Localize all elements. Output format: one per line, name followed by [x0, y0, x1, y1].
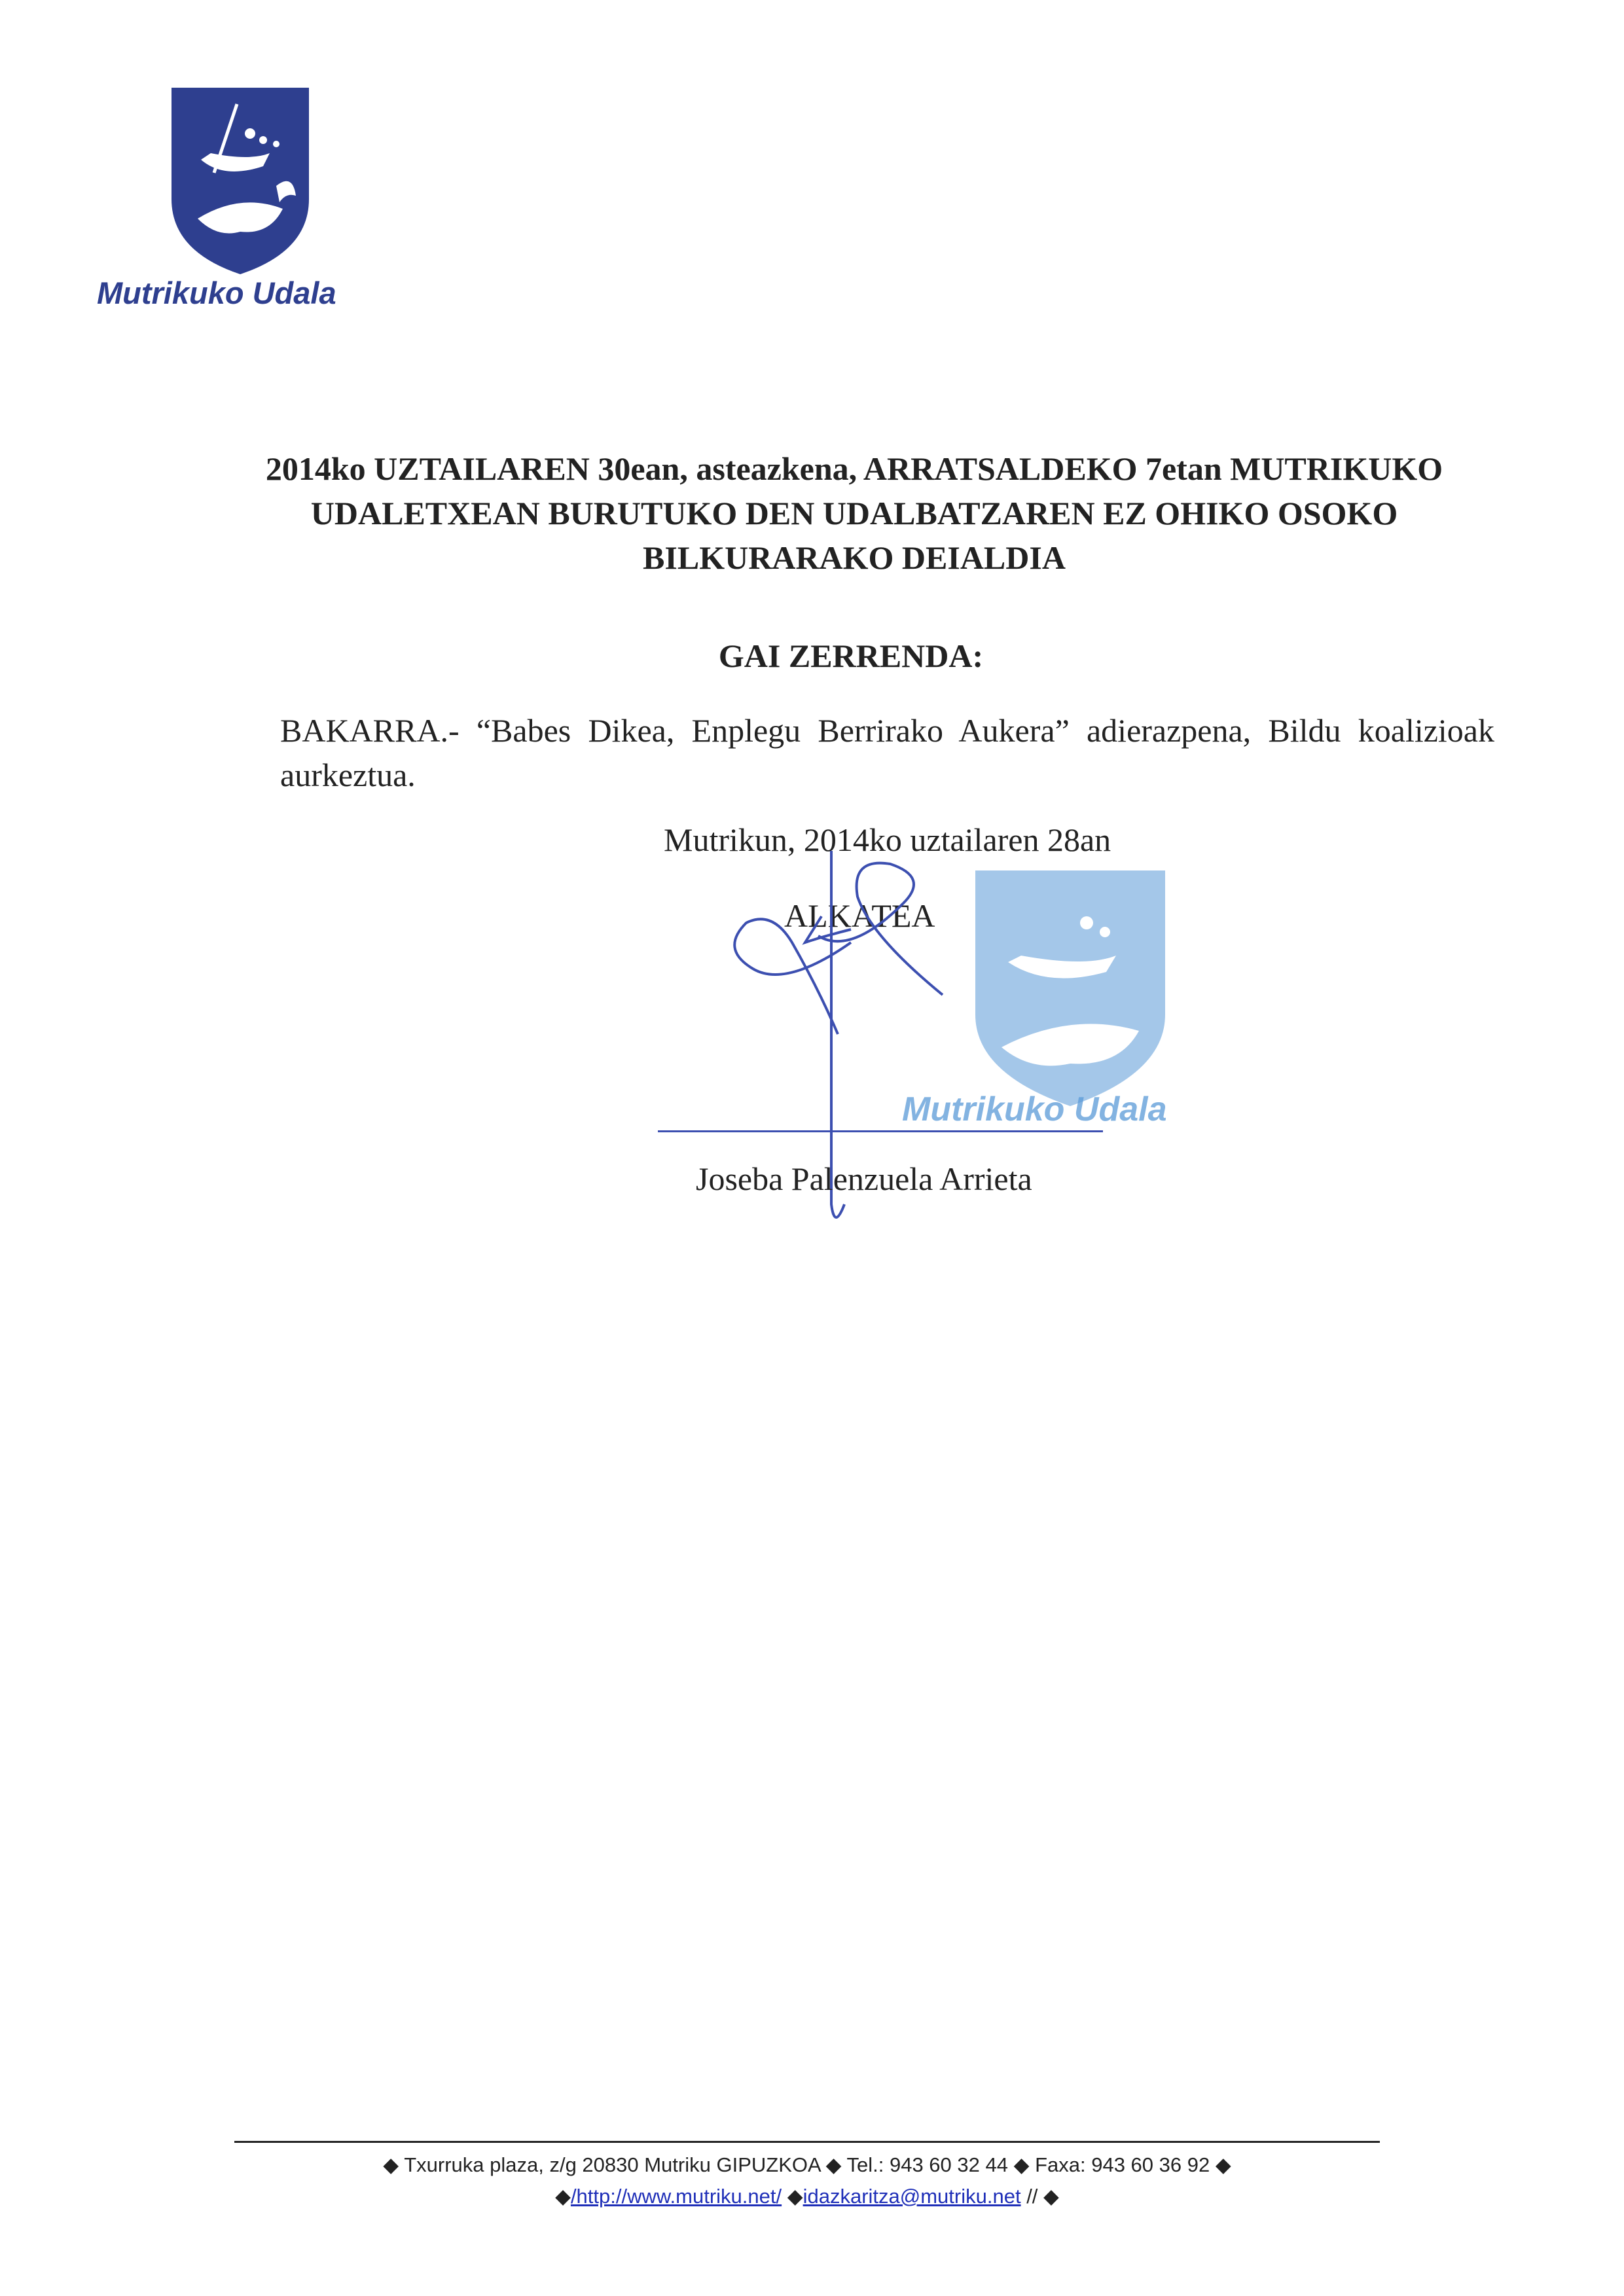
title-line-1: 2014ko UZTAILAREN 30ean, asteazkena, ARRATSALDEKO 7etan MUTRIKUKO — [265, 450, 1443, 487]
signatory-name: Joseba Palenzuela Arrieta — [696, 1160, 1032, 1197]
diamond-bullet-icon: ◆ — [555, 2185, 571, 2208]
footer-tail: // — [1026, 2185, 1038, 2208]
diamond-bullet-icon: ◆ — [1043, 2185, 1059, 2208]
title-line-3: BILKURARAKO DEIALDIA — [643, 539, 1066, 576]
diamond-bullet-icon: ◆ — [1215, 2153, 1231, 2176]
email-link[interactable]: idazkaritza@mutriku.net — [803, 2185, 1021, 2208]
agenda-item: BAKARRA.- “Babes Dikea, Enplegu Berrirako Aukera” adierazpena, Bildu koalizioak aurkeztua. — [280, 712, 1494, 793]
place-date-line: Mutrikun, 2014ko uztailaren 28an — [664, 821, 1111, 858]
agenda-heading: GAI ZERRENDA: — [718, 637, 984, 674]
municipal-coat-of-arms-logo — [171, 88, 309, 274]
footer-contact-line — [234, 2153, 1380, 2177]
diamond-bullet-icon: ◆ — [1013, 2153, 1030, 2176]
footer-web-line — [234, 2185, 1380, 2208]
organization-name: Mutrikuko Udala — [97, 276, 336, 310]
diamond-bullet-icon: ◆ — [825, 2153, 842, 2176]
footer-telephone: Tel.: 943 60 32 44 — [846, 2153, 1008, 2176]
footer-address: Txurruka plaza, z/g 20830 Mutriku GIPUZKOA — [404, 2153, 820, 2176]
signatory-role: ALKATEA — [784, 897, 935, 934]
title-line-2: UDALETXEAN BURUTUKO DEN UDALBATZAREN EZ OHIKO OSOKO — [310, 495, 1398, 531]
diamond-bullet-icon: ◆ — [383, 2153, 399, 2176]
document-title — [249, 446, 1460, 580]
diamond-bullet-icon: ◆ — [787, 2185, 803, 2208]
signature-line — [658, 1130, 1103, 1132]
stamp-label: Mutrikuko Udala — [902, 1090, 1167, 1128]
footer-divider — [234, 2141, 1380, 2143]
footer-fax: Faxa: 943 60 36 92 — [1035, 2153, 1210, 2176]
website-link[interactable]: /http://www.mutriku.net/ — [570, 2185, 782, 2208]
